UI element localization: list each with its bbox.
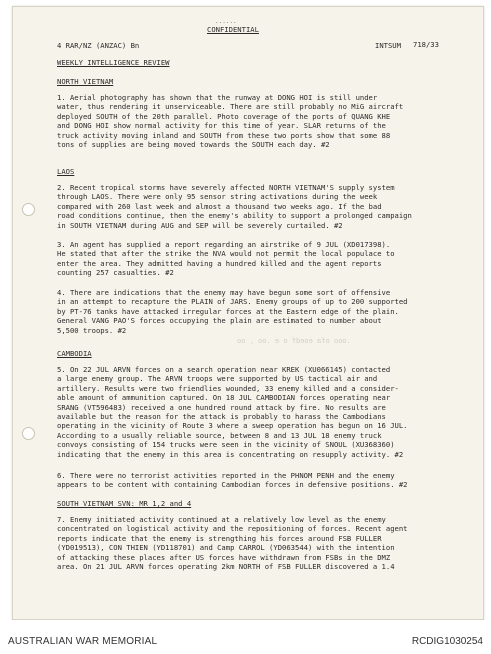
document-title: WEEKLY INTELLIGENCE REVIEW xyxy=(57,58,170,67)
paragraph-3: 3. An agent has supplied a report regarding an airstrike of 9 JUL (XD017398). He stated that after the strike the NVA would not permit the local populace to enter the area. They admitted having a hundred killed and the agent reports counting 257 casualties. #2 xyxy=(57,240,395,278)
paragraph-1: 1. Aerial photography has shown that the runway at DONG HOI is still under water, thus rendering it unserviceable. There are still probably no MiG aircraft deployed SOUTH of the 20th parallel. Photo coverage of the ports of QUANG KHE and DONG HOI show normal activity for this time of year. SLAR returns of the truck activity moving inland and SOUTH from these two ports show that some 88 tons of supplies are being moved towards the SOUTH each day. #2 xyxy=(57,93,404,150)
classification-header: CONFIDENTIAL xyxy=(207,25,259,34)
punch-hole xyxy=(22,427,35,440)
paragraph-2: 2. Recent tropical storms have severely affected NORTH VIETNAM'S supply system through LAOS. There were only 95 sensor string activations during the week compared with 260 last week and almost a thousand two weeks ago. If the bad road conditions continue, then the enemy's ability to support a prolonged campaign in SOUTH VIETNAM during AUG and SEP will be severely curtailed. #2 xyxy=(57,183,412,230)
paragraph-5: 5. On 22 JUL ARVN forces on a search operation near KREK (XU066145) contacted a large enemy group. The ARVN troops were supported by US tactical air and artillery. Results were two friendlies wounded, 33 enemy killed and a consider- able amount of ammunition captured. On 18 JUL CAMBODIAN forces operating near SRANG (VT596483) received a one hundred round attack by fire. No results are available but the reason for the attack is probably to harass the Cambodians operating in the vicinity of Route 3 where a sweep operation has begun on 16 JUL. According to a usually reliable source, between 8 and 13 JUL 18 enemy truck convoys consisting of 154 trucks were seen in the vicinity of SNOUL (XU368360) indicating that the enemy in this area is concentrating on resupply activity. #2 xyxy=(57,365,408,459)
section-heading-cambodia: CAMBODIA xyxy=(57,349,92,358)
section-heading-south-vietnam: SOUTH VIETNAM SVN: MR 1,2 and 4 xyxy=(57,499,192,508)
index-label: INTSUM xyxy=(375,41,401,50)
section-heading-north-vietnam: NORTH VIETNAM xyxy=(57,77,114,86)
paragraph-7: 7. Enemy initiated activity continued at a relatively low level as the enemy concentrated on logistical activity and the repositioning of forces. Recent agent reports indicate that the enemy is strengthing his forces around FSB FULLER (YD019513), CON THIEN (YD118701) and Camp CARROL (YD063544) with the intention of attacking these places after US forces have withdrawn from FSBs in the DMZ area. On 21 JUL ARVN forces operating 2km NORTH of FSB FULLER discovered a 1.4 xyxy=(57,515,408,572)
paragraph-6: 6. There were no terrorist activities reported in the PHNOM PENH and the enemy appears to be content with containing Cambodian forces in defensive positions. #2 xyxy=(57,471,408,490)
archive-footer xyxy=(0,620,491,654)
document-page xyxy=(12,6,484,620)
archive-name: AUSTRALIAN WAR MEMORIAL xyxy=(8,636,158,647)
record-id: RCDIG1030254 xyxy=(411,636,483,647)
index-number: 718/33 xyxy=(413,40,439,49)
paragraph-4: 4. There are indications that the enemy may have begun some sort of offensive in an attempt to recapture the PLAIN of JARS. Enemy groups of up to 200 supported by PT-76 tanks have attacked irregular forces at the Eastern edge of the plain. General VANG PAO'S forces occupying the plain are estimated to number about 5,500 troops. #2 xyxy=(57,288,408,335)
unit-name: 4 RAR/NZ (ANZAC) Bn xyxy=(57,41,140,50)
section-heading-laos: LAOS xyxy=(57,167,75,176)
top-mark: ...... xyxy=(215,18,237,25)
punch-hole xyxy=(22,203,35,216)
bleed-through-text: .ooo ofa eoedf o e .oo , oo xyxy=(237,337,351,345)
